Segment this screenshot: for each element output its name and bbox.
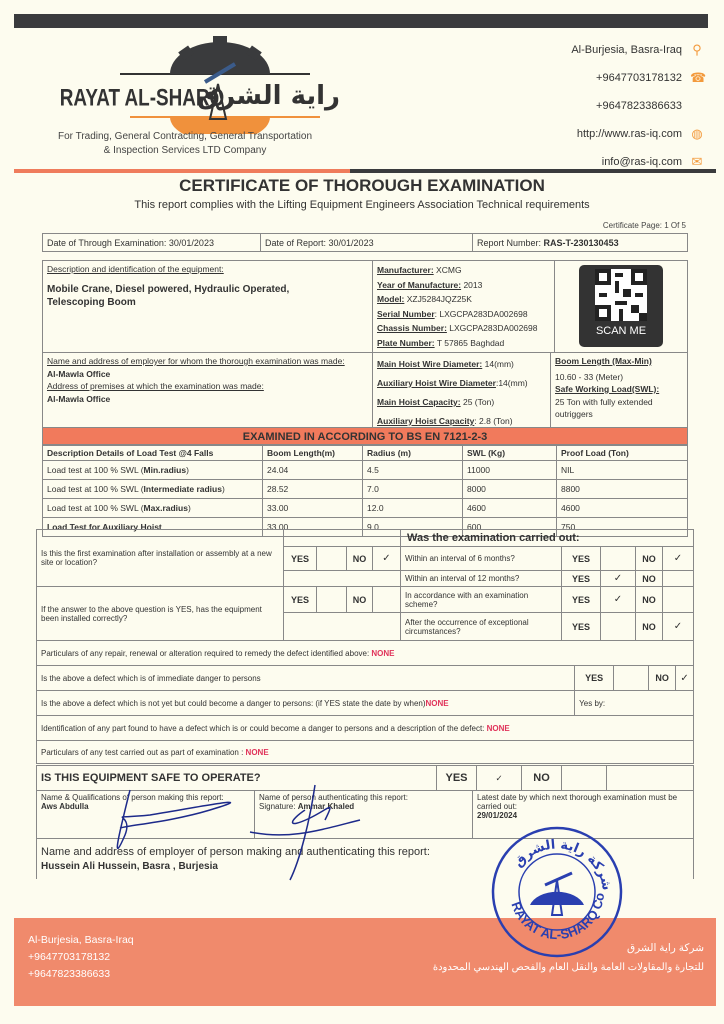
future-danger-row: Is the above a defect which is not yet but could become a danger to persons: (if YES state the date by when)NONE <box>37 691 575 716</box>
table-header: Description Details of Load Test @4 Falls Boom Length(m) Radius (m) SWL (Kg) Proof Load (Ton) <box>43 446 688 461</box>
location-pin-icon: ⚲ <box>692 42 702 57</box>
repair-row: Particulars of any repair, renewal or alteration required to remedy the defect identified above: NONE <box>37 641 694 666</box>
mail-icon: ✉ <box>691 154 703 169</box>
signatures <box>90 770 390 890</box>
checkbox[interactable]: ✓ <box>676 666 694 691</box>
report-number: Report Number: RAS-T-230130453 <box>473 234 688 252</box>
equipment-fields: Manufacturer: XCMG Year of Manufacture: 2013 Model: XZJ5284JQZ25K Serial Number: LXGCPA283DA002698 Chassis Number: LXGCPA283DA002698 Plate Number: T 57865 Baghdad <box>373 261 555 353</box>
checkbox[interactable]: ✓ <box>373 547 401 571</box>
tests-row: Particulars of any test carried out as part of examination : NONE <box>37 741 694 764</box>
examination-questions: Is this the first examination after installation or assembly at a new site or location? Was the examination carried out: YES NO ✓ Within an interval of 6 months? YES NO ✓ Within an interval of 12 months? YES ✓ NO If the answer to the above question is YES, has the equipment been installed correctly? YES NO In accordance with an examination scheme? YES ✓ NO After the occurrence of exceptional circumstances? YES NO ✓ <box>36 529 694 641</box>
checkbox[interactable] <box>317 587 347 613</box>
immediate-danger-row: Is the above a defect which is of immediate danger to persons <box>37 666 575 691</box>
globe-icon: ◍ <box>691 126 703 141</box>
contact-address: Al-Burjesia, Basra-Iraq ⚲ <box>504 36 704 64</box>
page-subtitle: This report complies with the Lifting Equipment Engineers Association Technical requirements <box>134 199 590 211</box>
company-tagline: For Trading, General Contracting, General Transportation & Inspection Services LTD Company <box>57 131 313 156</box>
equipment-table <box>42 260 688 434</box>
date-row <box>42 233 688 252</box>
examined-heading: EXAMINED IN ACCORDING TO BS EN 7121-2-3 <box>42 427 688 445</box>
certificate-page: Certificate Page: 1 Of 5 <box>602 221 686 230</box>
safe-question: IS THIS EQUIPMENT SAFE TO OPERATE? <box>37 766 437 791</box>
svg-text:شركة راية الشرق: شركة راية الشرق <box>511 837 615 892</box>
exam-date: Date of Through Examination: 30/01/2023 <box>43 234 261 252</box>
checkbox[interactable]: ✓ <box>601 587 636 613</box>
checkbox[interactable] <box>601 547 636 571</box>
svg-text:RAYAT AL-SHARQ: RAYAT AL-SHARQ <box>59 83 225 111</box>
checkbox[interactable] <box>317 547 347 571</box>
report-date: Date of Report: 30/01/2023 <box>261 234 473 252</box>
contact-website: http://www.ras-iq.com ◍ <box>576 126 703 141</box>
yes-by-field: Yes by: <box>575 691 694 716</box>
page-title: CERTIFICATE OF THOROUGH EXAMINATION <box>179 176 545 195</box>
top-bar <box>14 14 708 28</box>
report-authenticator: Name of person authenticating this report: Signature: Ammar Khaled <box>255 791 473 839</box>
table-row: Load test at 100 % SWL (Min.radius) 24.04 4.5 11000 NIL <box>43 461 688 480</box>
svg-text:RAYAT AL-SHARQ Co.: RAYAT AL-SHARQ Co <box>508 891 608 943</box>
employer-of-person: Name and address of employer of person making and authenticating this report: Hussein Ali Hussein, Basra , Burjesia <box>37 839 694 879</box>
equipment-description: Description and identification of the equipment: Mobile Crane, Diesel powered, Hydraulic Operated, Telescoping Boom <box>43 261 373 353</box>
checkbox[interactable]: ✓ <box>601 571 636 587</box>
checkbox[interactable] <box>373 587 401 613</box>
load-test-table <box>42 445 688 537</box>
report-maker: Name & Qualifications of person making this report: Aws Abdulla <box>37 791 255 839</box>
phone-icon: ☎ <box>690 70 707 85</box>
table-row: Load Test for Auxiliary Hoist 33.00 9.0 600 750 <box>43 518 688 537</box>
checkbox[interactable] <box>562 766 607 791</box>
svg-text:راية الشرق: راية الشرق <box>196 81 340 111</box>
next-exam-date: Latest date by which next thorough examination must be carried out: 29/01/2024 <box>473 791 694 839</box>
checkbox[interactable]: ✓ <box>477 766 522 791</box>
contact-block <box>504 36 707 176</box>
wire-fields: Main Hoist Wire Diameter: 14(mm) Auxiliary Hoist Wire Diameter:14(mm) Main Hoist Capacity: 25 (Ton) Auxiliary Hoist Capacity: 2.8 (Ton) <box>373 353 551 434</box>
contact-email: info@ras-iq.com ✉ <box>601 154 703 169</box>
footer-arabic: شركة راية الشرق للتجارة والمقاولات العامة والنقل العام والفحص الهندسي المحدودة <box>432 942 704 973</box>
checkbox[interactable] <box>663 587 694 613</box>
footer-contact: Al-Burjesia, Basra-Iraq +9647703178132 +9647823386633 <box>28 934 134 980</box>
carried-out-title: Was the examination carried out: <box>401 530 694 547</box>
table-row: Load test at 100 % SWL (Intermediate radius) 28.52 7.0 8000 8800 <box>43 480 688 499</box>
question-first-exam: Is this the first examination after installation or assembly at a new site or location? <box>37 530 284 587</box>
defect-rows: Particulars of any repair, renewal or alteration required to remedy the defect identified above: NONE Is the above a defect which is of immediate danger to persons YES NO ✓ Is the above a defect which is not yet but could become a danger to persons: (if YES state the date by when)NONE Yes by: Identification of any part found to have a defect which is or could become a danger to persons and a description of the defect: NONE Particulars of any test carried out as part of examination : NONE <box>36 640 694 764</box>
checkbox[interactable] <box>663 571 694 587</box>
company-stamp <box>490 825 625 960</box>
checkbox[interactable] <box>614 666 649 691</box>
checkbox[interactable]: ✓ <box>663 547 694 571</box>
employer-cell: Name and address of employer for whom the thorough examination was made: Al-Mawla Office Address of premises at which the examination was made: Al-Mawla Office <box>43 353 373 434</box>
checkbox[interactable]: ✓ <box>663 613 694 641</box>
question-installed-correctly: If the answer to the above question is YES, has the equipment been installed correctly? <box>37 587 284 641</box>
divider-dark <box>350 169 716 173</box>
qr-cell <box>555 261 688 353</box>
safe-row: IS THIS EQUIPMENT SAFE TO OPERATE? YES ✓ NO <box>36 765 694 791</box>
identification-row: Identification of any part found to have a defect which is or could become a danger to persons and a description of the defect: NONE <box>37 716 694 741</box>
checkbox[interactable] <box>601 613 636 641</box>
divider-orange <box>14 169 350 173</box>
boom-swl-cell: Boom Length (Max-Min) 10.60 - 33 (Meter) Safe Working Load(SWL): 25 Ton with fully extended outriggers <box>551 353 688 434</box>
contact-phone-2: +9647823386633 <box>596 100 682 112</box>
contact-phone-1: +9647703178132 ☎ <box>596 70 707 85</box>
qr-code[interactable]: SCAN ME <box>579 265 663 347</box>
table-row: Load test at 100 % SWL (Max.radius) 33.00 12.0 4600 4600 <box>43 499 688 518</box>
